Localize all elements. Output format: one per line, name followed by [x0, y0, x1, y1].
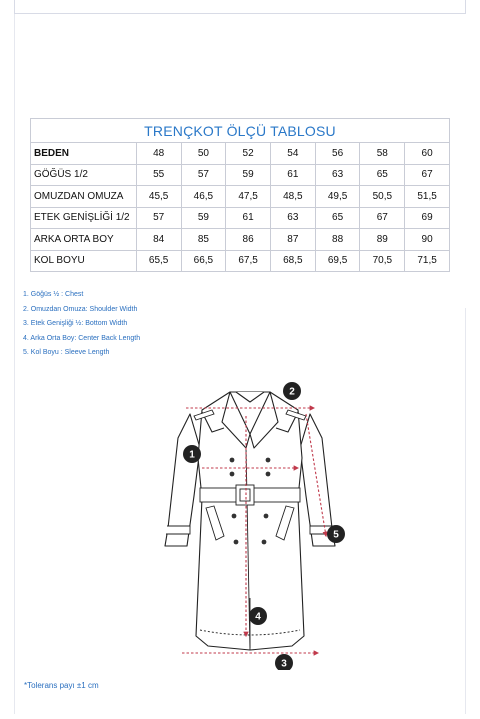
table-row	[31, 207, 450, 229]
table-cell: 60	[405, 143, 450, 165]
table-row	[31, 186, 450, 208]
table-cell: 66,5	[181, 250, 226, 272]
table-cell: 68,5	[270, 250, 315, 272]
table-cell: 59	[226, 164, 271, 186]
table-cell: 55	[136, 164, 181, 186]
table-row	[31, 164, 450, 186]
table-cell: 61	[270, 164, 315, 186]
legend-item-sleeve: 5. Kol Boyu : Sleeve Length	[23, 349, 110, 356]
table-cell: 84	[136, 229, 181, 251]
marker-label-3: 3	[281, 658, 287, 670]
table-cell: 49,5	[315, 186, 360, 208]
frame-top	[14, 0, 466, 14]
table-cell: 65	[360, 164, 405, 186]
table-cell: 50	[181, 143, 226, 165]
table-cell: 89	[360, 229, 405, 251]
legend-item-back-length: 4. Arka Orta Boy: Center Back Length	[23, 334, 141, 342]
row-label: BEDEN	[31, 143, 137, 165]
table-cell: 65	[315, 207, 360, 229]
marker-label-5: 5	[333, 529, 339, 541]
table-cell: 57	[181, 164, 226, 186]
frame-right-border	[465, 308, 466, 714]
table-title-row	[31, 119, 450, 143]
table-cell: 46,5	[181, 186, 226, 208]
table-cell: 56	[315, 143, 360, 165]
row-label: ARKA ORTA BOY	[31, 229, 137, 251]
table-cell: 57	[136, 207, 181, 229]
row-label: KOL BOYU	[31, 250, 137, 272]
row-label: GÖĞÜS 1/2	[31, 164, 137, 186]
marker-label-4: 4	[255, 611, 261, 623]
table-cell: 70,5	[360, 250, 405, 272]
table-cell: 90	[405, 229, 450, 251]
table-cell: 86	[226, 229, 271, 251]
table-cell: 69	[405, 207, 450, 229]
table-cell: 48	[136, 143, 181, 165]
table-cell: 59	[181, 207, 226, 229]
legend-item-shoulder: 2. Omuzdan Omuza: Shoulder Width	[23, 305, 138, 313]
table-cell: 87	[270, 229, 315, 251]
table-cell: 71,5	[405, 250, 450, 272]
table-cell: 61	[226, 207, 271, 229]
table-cell: 65,5	[136, 250, 181, 272]
table-title: TRENÇKOT ÖLÇÜ TABLOSU	[31, 119, 450, 143]
table-cell: 88	[315, 229, 360, 251]
table-row	[31, 229, 450, 251]
row-label: ETEK GENİŞLİĞİ 1/2	[31, 207, 137, 229]
frame-left-border	[14, 14, 15, 714]
table-cell: 47,5	[226, 186, 271, 208]
table-row	[31, 143, 450, 165]
table-cell: 50,5	[360, 186, 405, 208]
table-cell: 48,5	[270, 186, 315, 208]
legend-item-chest: 1. Göğüs ½ : Chest	[23, 291, 84, 298]
legend-item-bottom-width: 3. Etek Genişliği ½: Bottom Width	[23, 320, 128, 327]
row-label: OMUZDAN OMUZA	[31, 186, 137, 208]
trench-coat-diagram	[150, 378, 350, 670]
measurement-legend	[23, 288, 140, 361]
table-cell: 67	[360, 207, 405, 229]
tolerance-note: *Tolerans payı ±1 cm	[24, 681, 99, 690]
table-cell: 85	[181, 229, 226, 251]
table-cell: 69,5	[315, 250, 360, 272]
table-cell: 52	[226, 143, 271, 165]
table-cell: 63	[270, 207, 315, 229]
table-cell: 51,5	[405, 186, 450, 208]
table-cell: 54	[270, 143, 315, 165]
marker-label-1: 1	[189, 449, 195, 461]
size-chart-table	[30, 118, 450, 272]
table-cell: 67	[405, 164, 450, 186]
table-cell: 58	[360, 143, 405, 165]
table-cell: 63	[315, 164, 360, 186]
table-cell: 45,5	[136, 186, 181, 208]
table-cell: 67,5	[226, 250, 271, 272]
table-row	[31, 250, 450, 272]
marker-label-2: 2	[289, 386, 295, 398]
